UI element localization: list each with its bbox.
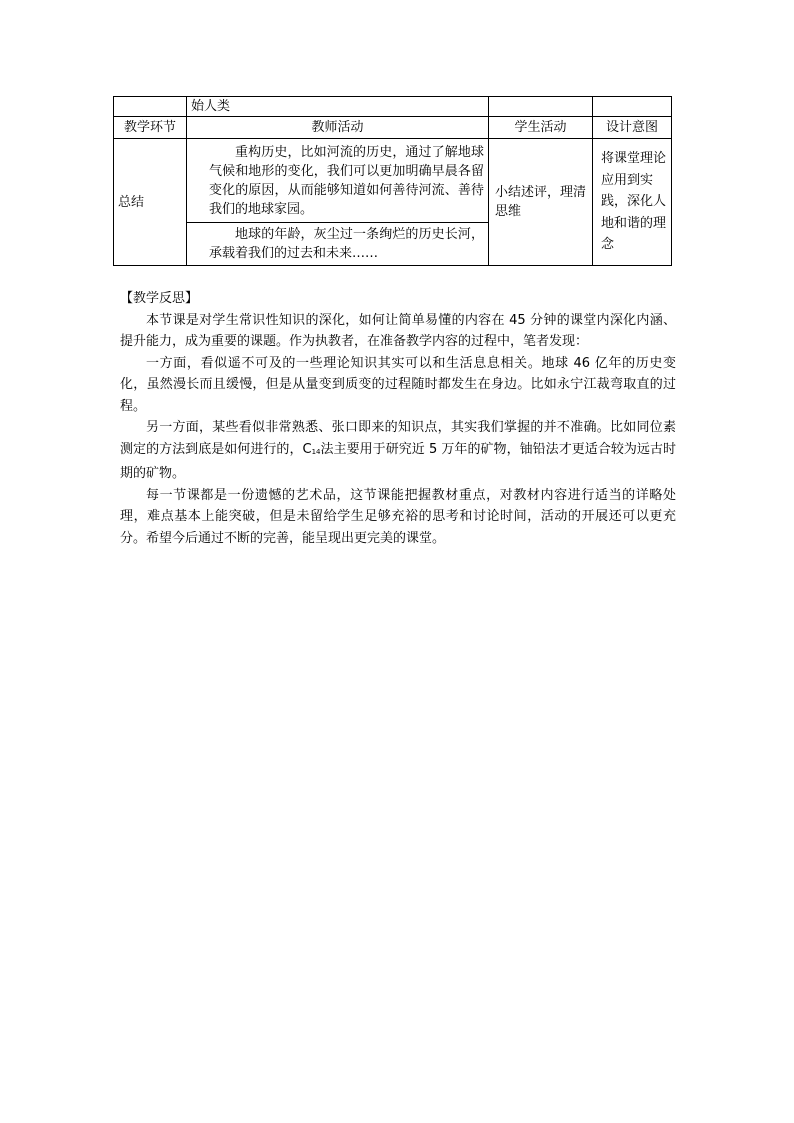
section-heading: 【教学反思】 (120, 291, 199, 306)
table-cell (489, 97, 593, 117)
table-row (114, 97, 672, 117)
header-design-intent: 设计意图 (593, 117, 672, 139)
paragraph: 每一节课都是一份遗憾的艺术品，这节课能把握教材重点，对教材内容进行适当的详略处理，难点基本上能突破，但是未留给学生足够充裕的思考和讨论时间，活动的开展还可以更充分。希望今后通过不断的完善，能呈现出更完美的课堂。 (120, 487, 676, 546)
teacher-activity-cell: 地球的年龄，灰尘过一条绚烂的历史长河，承载着我们的过去和未来…… (187, 223, 489, 266)
paragraph: 本节课是对学生常识性知识的深化，如何让简单易懂的内容在 45 分钟的课堂内深化内涵、提升能力，成为重要的课题。作为执教者，在准备教学内容的过程中，笔者发现： (120, 312, 676, 349)
header-teaching-stage: 教学环节 (114, 117, 187, 139)
table-cell: 始人类 (187, 97, 489, 117)
subscript: 14 (311, 447, 321, 456)
table-cell (114, 97, 187, 117)
header-student-activity: 学生活动 (489, 117, 593, 139)
student-activity-cell: 小结述评，理清思维 (489, 139, 593, 266)
teaching-reflection (120, 288, 676, 549)
teacher-activity-cell: 重构历史，比如河流的历史，通过了解地球气候和地形的变化，我们可以更加明确早晨各留变化的原因，从而能够知道如何善待河流、善待我们的地球家园。 (187, 139, 489, 223)
text-span: 另一方面，某些看似非常熟悉、张口即来的知识点，其实我们掌握的并不准确。比如同位素测定的方法到底是如何进行的，C (120, 420, 676, 457)
text-span: 法主要用于研究近 5 万年的矿物，铀铅法才更适合较为远古时期的矿物。 (120, 441, 676, 481)
table-row (114, 139, 672, 223)
header-teacher-activity: 教师活动 (187, 117, 489, 139)
table-cell (593, 97, 672, 117)
paragraph: 一方面，看似遥不可及的一些理论知识其实可以和生活息息相关。地球 46 亿年的历史变化，虽然漫长而且缓慢，但是从量变到质变的过程随时都发生在身边。比如永宁江裁弯取直的过程。 (120, 355, 676, 414)
table-header-row (114, 117, 672, 139)
lesson-plan-table (113, 96, 672, 266)
paragraph (120, 417, 676, 485)
stage-cell-summary: 总结 (114, 139, 187, 266)
design-intent-cell: 将课堂理论应用到实践，深化人地和谐的理念 (593, 139, 672, 266)
